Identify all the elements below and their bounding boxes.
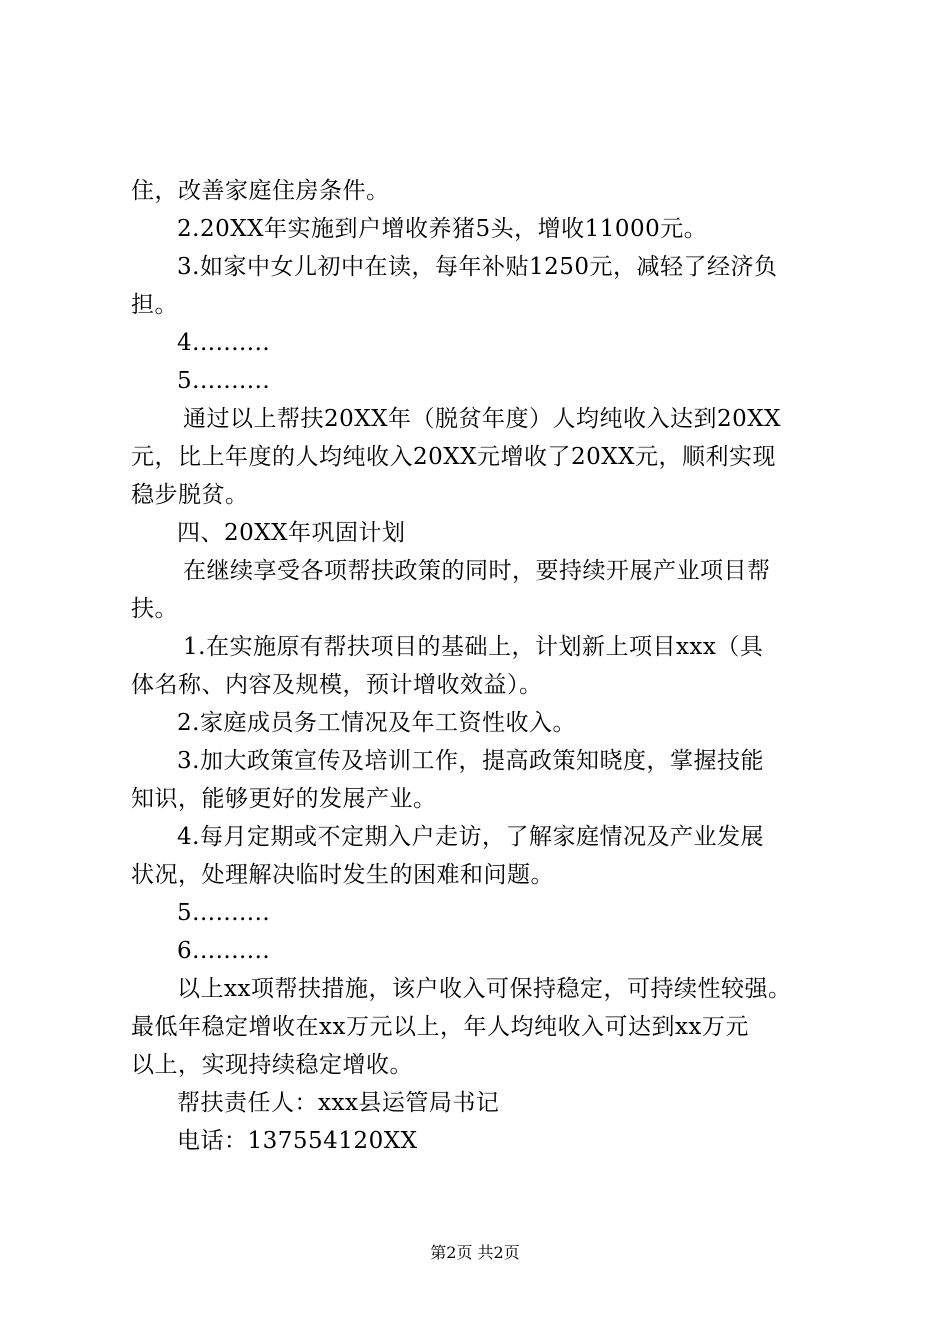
text-line: 元，比上年度的人均纯收入20XX元增收了20XX元，顺利实现 [131, 444, 777, 470]
document-body [131, 172, 833, 1160]
text-line: 1.在实施原有帮扶项目的基础上，计划新上项目xxx（具 [183, 634, 764, 660]
text-line: 在继续享受各项帮扶政策的同时，要持续开展产业项目帮 [183, 558, 771, 584]
text-line: 最低年稳定增收在xx万元以上，年人均纯收入可达到xx万元 [131, 1014, 749, 1040]
text-line: 3.如家中女儿初中在读，每年补贴1250元，减轻了经济负 [177, 254, 778, 280]
text-line: 以上，实现持续稳定增收。 [131, 1052, 413, 1078]
text-line: 3.加大政策宣传及培训工作，提高政策知晓度，掌握技能 [177, 748, 764, 774]
text-line: 知识，能够更好的发展产业。 [131, 786, 437, 812]
text-line: 状况，处理解决临时发生的困难和问题。 [131, 862, 554, 888]
text-line: 2.20XX年实施到户增收养猪5头，增收11000元。 [177, 216, 708, 242]
text-line: 6.......... [177, 938, 271, 964]
text-line: 4.每月定期或不定期入户走访，了解家庭情况及产业发展 [177, 824, 764, 850]
text-line: 5.......... [177, 368, 271, 394]
phone-number: 电话：137554120XX [177, 1128, 418, 1154]
text-line: 以上xx项帮扶措施，该户收入可保持稳定，可持续性较强。 [177, 976, 792, 1002]
text-line: 4.......... [177, 330, 271, 356]
responsible-person: 帮扶责任人：xxx县运管局书记 [177, 1090, 500, 1116]
text-line: 体名称、内容及规模，预计增收效益）。 [131, 672, 543, 698]
text-line: 住，改善家庭住房条件。 [131, 178, 390, 204]
text-line: 担。 [131, 292, 178, 318]
text-line: 5.......... [177, 900, 271, 926]
page-footer: 第2页 共2页 [430, 1243, 520, 1262]
section-heading: 四、20XX年巩固计划 [177, 520, 406, 546]
text-line: 扶。 [131, 596, 178, 622]
text-line: 2.家庭成员务工情况及年工资性收入。 [177, 710, 576, 736]
text-line: 稳步脱贫。 [131, 482, 249, 508]
text-line: 通过以上帮扶20XX年（脱贫年度）人均纯收入达到20XX [183, 406, 782, 432]
